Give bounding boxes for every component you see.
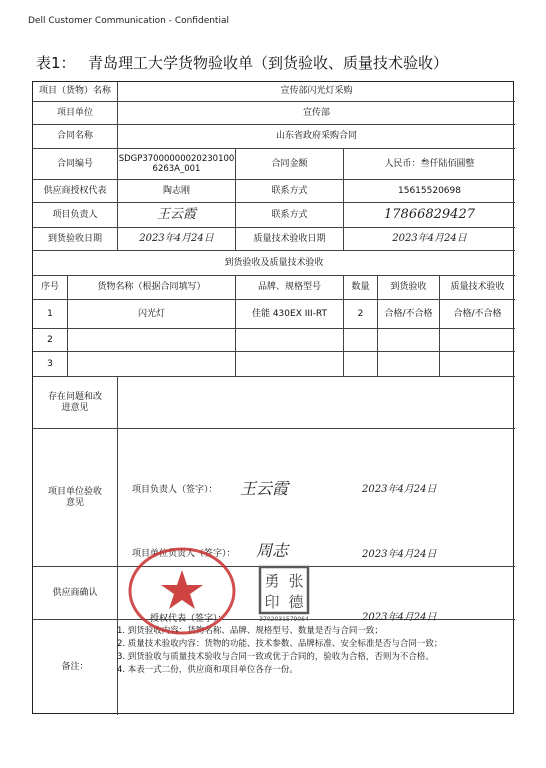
table-cell: 2 <box>344 300 378 329</box>
table-cell <box>236 329 344 352</box>
quality-date-label: 质量技术验收日期 <box>236 228 344 251</box>
note-line: 1. 到货验收内容：货物名称、品牌、规格型号、数量是否与合同一致； <box>117 626 383 636</box>
note-line: 2. 质量技术验收内容：货物的功能、技术参数、品牌标准、安全标准是否与合同一致； <box>117 639 443 649</box>
col-header-arrival: 到货验收 <box>378 276 440 300</box>
col-header-brand: 品牌、规格型号 <box>236 276 344 300</box>
arrival-date-label: 到货验收日期 <box>33 228 118 251</box>
contact-value-1: 15615520698 <box>344 180 515 203</box>
leader-sign-label: 项目单位负责人（签字）： <box>132 549 236 559</box>
svg-text:印: 印 <box>264 593 280 611</box>
pm-label: 项目负责人 <box>33 203 118 228</box>
col-header-no: 序号 <box>33 276 68 300</box>
table-cell <box>344 329 378 352</box>
table-cell <box>378 329 440 352</box>
supplier-rep-label: 供应商授权代表 <box>33 180 118 203</box>
table-cell: 闪光灯 <box>68 300 236 329</box>
pm-value: 王云霞 <box>118 203 236 228</box>
svg-text:勇: 勇 <box>264 572 280 590</box>
issues-label: 存在问题和改进意见 <box>33 377 118 429</box>
col-header-qty: 数量 <box>344 276 378 300</box>
contact-label-1: 联系方式 <box>236 180 344 203</box>
table-cell: 2 <box>33 329 68 352</box>
amount-value: 人民币：叁仟陆佰圆整 <box>344 149 515 180</box>
page-title <box>36 52 448 73</box>
note-line: 4. 本表一式二份，供应商和项目单位各存一份。 <box>117 665 298 675</box>
section-title: 到货验收及质量技术验收 <box>33 251 515 276</box>
personal-seal-stamp <box>258 565 310 623</box>
table-cell <box>68 352 236 377</box>
col-header-quality: 质量技术验收 <box>440 276 515 300</box>
table-number: 表1： <box>36 54 76 72</box>
table-cell <box>378 352 440 377</box>
table-cell: 3 <box>33 352 68 377</box>
leader-sign-date: 2023年4月24日 <box>362 549 437 560</box>
unit-opinion-label: 项目单位验收意见 <box>33 429 118 567</box>
table-cell <box>68 329 236 352</box>
col-header-goods: 货物名称（根据合同填写） <box>68 276 236 300</box>
table-cell <box>440 329 515 352</box>
supplier-rep-value: 陶志刚 <box>118 180 236 203</box>
pm-sign-label: 项目负责人（签字）： <box>132 485 218 495</box>
quality-date-value: 2023年4月24日 <box>344 228 515 251</box>
svg-text:德: 德 <box>288 593 304 611</box>
contract-name-label: 合同名称 <box>33 125 118 149</box>
contract-name-value: 山东省政府采购合同 <box>118 125 515 149</box>
svg-text:3702031579064: 3702031579064 <box>259 616 309 623</box>
unit-value: 宣传部 <box>118 102 515 125</box>
table-cell <box>236 352 344 377</box>
leader-signature: 周志 <box>256 541 289 560</box>
note-line: 3. 到货验收与质量技术验收与合同一致或优于合同的，验收为合格，否则为不合格。 <box>117 652 434 662</box>
table-cell <box>440 352 515 377</box>
item-label: 项目（货物）名称 <box>33 82 118 102</box>
table-cell: 合格/不合格 <box>378 300 440 329</box>
title-text: 青岛理工大学货物验收单（到货验收、质量技术验收） <box>88 54 449 72</box>
table-cell <box>344 352 378 377</box>
contract-no-label: 合同编号 <box>33 149 118 180</box>
unit-label: 项目单位 <box>33 102 118 125</box>
contract-no-value: SDGP370000000202301006263A_001 <box>118 149 236 180</box>
pm-sign-date: 2023年4月24日 <box>362 484 437 495</box>
table-cell: 佳能 430EX III-RT <box>236 300 344 329</box>
contact-value-2: 17866829427 <box>344 203 515 228</box>
table-cell: 合格/不合格 <box>440 300 515 329</box>
item-value: 宣传部闪光灯采购 <box>118 82 515 102</box>
table-cell: 1 <box>33 300 68 329</box>
confidential-header: Dell Customer Communication - Confidential <box>28 16 229 26</box>
contact-label-2: 联系方式 <box>236 203 344 228</box>
rep-sign-date: 2023年4月24日 <box>362 612 437 623</box>
svg-text:张: 张 <box>288 572 304 590</box>
arrival-date-value: 2023年4月24日 <box>118 228 236 251</box>
supplier-confirm-label: 供应商确认 <box>33 567 118 620</box>
pm-signature: 王云霞 <box>240 479 289 498</box>
rep-sign-label: 授权代表（签字）： <box>150 614 227 624</box>
notes-label: 备注： <box>33 620 118 715</box>
company-seal-stamp <box>125 544 240 639</box>
amount-label: 合同金额 <box>236 149 344 180</box>
issues-value <box>118 377 515 429</box>
